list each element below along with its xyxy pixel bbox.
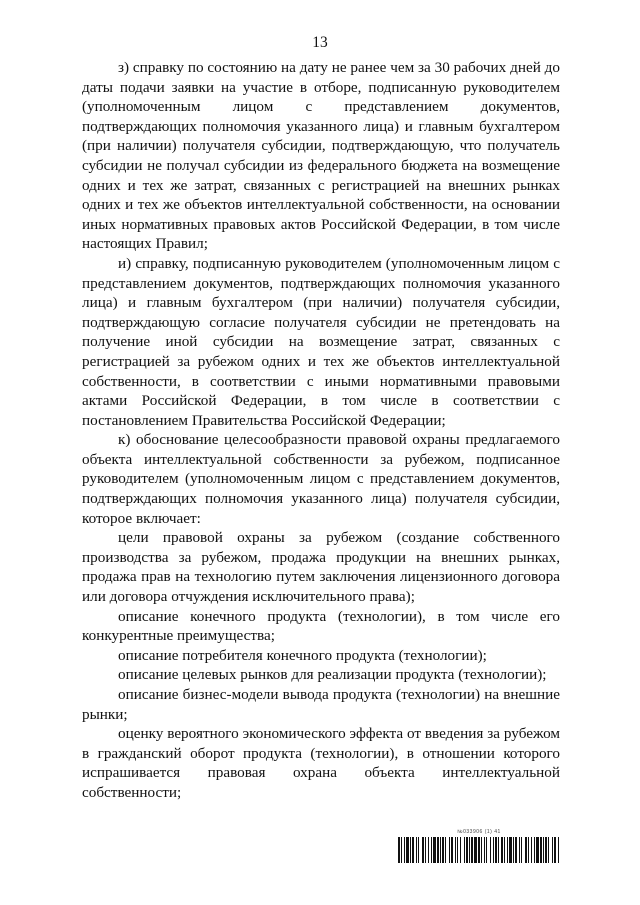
paragraph-economic-effect: оценку вероятного экономического эффекта от введения за рубежом в гражданский оборот продукта (технологии), в отношении которого испрашивается правовая охрана объекта интеллектуальной собственности; xyxy=(82,725,560,801)
paragraph-product-description: описание конечного продукта (технологии), в том числе его конкурентные преимущества; xyxy=(82,607,560,645)
barcode-block xyxy=(398,829,560,863)
barcode-icon xyxy=(398,837,560,863)
paragraph-k: к) обоснование целесообразности правовой охраны предлагаемого объекта интеллектуальной собственности за рубежом, подписанное руководителем (уполномоченным лицом с представлением документов, подтверждающих полномочия указанного лица) получателя субсидии, которое включает: xyxy=(82,431,560,527)
paragraph-z: з) справку по состоянию на дату не ранее чем за 30 рабочих дней до даты подачи заявки на участие в отборе, подписанную руководителем (уполномоченным лицом с представлением документов, подтверждающих полномочия указанного лица) и главным бухгалтером (при наличии) получателя субсидии, подтверждающую, что получатель субсидии не получал субсидии из федерального бюджета на возмещение одних и тех же затрат, связанных с регистрацией на внешних рынках одних и тех же объектов интеллектуальной собственности, на основании иных нормативных правовых актов Российской Федерации, в том числе настоящих Правил; xyxy=(82,59,560,253)
barcode-caption: №033906 (1) 41 xyxy=(457,829,501,835)
paragraph-business-model: описание бизнес-модели вывода продукта (технологии) на внешние рынки; xyxy=(82,686,560,723)
paragraph-target-markets: описание целевых рынков для реализации продукта (технологии); xyxy=(118,666,547,684)
page-number: 13 xyxy=(312,34,328,51)
paragraph-consumer-description: описание потребителя конечного продукта (технологии); xyxy=(118,646,487,664)
paragraph-protection-goals: цели правовой охраны за рубежом (создание собственного производства за рубежом, продажа продукции на внешних рынках, продажа прав на технологию путем заключения лицензионного договора или договора отчуждения исключительного права); xyxy=(82,529,560,606)
document-body xyxy=(82,58,560,803)
paragraph-i: и) справку, подписанную руководителем (уполномоченным лицом с представлением документов, подтверждающих полномочия указанного лица) и главным бухгалтером (при наличии) получателя субсидии, подтверждающую согласие получателя субсидии не претендовать на получение иной субсидии на возмещение затрат, связанных с регистрацией за рубежом одних и тех же объектов интеллектуальной собственности, в соответствии с иными нормативными правовыми актами Российской Федерации, в том числе в соответствии с постановлением Правительства Российской Федерации; xyxy=(82,254,560,429)
